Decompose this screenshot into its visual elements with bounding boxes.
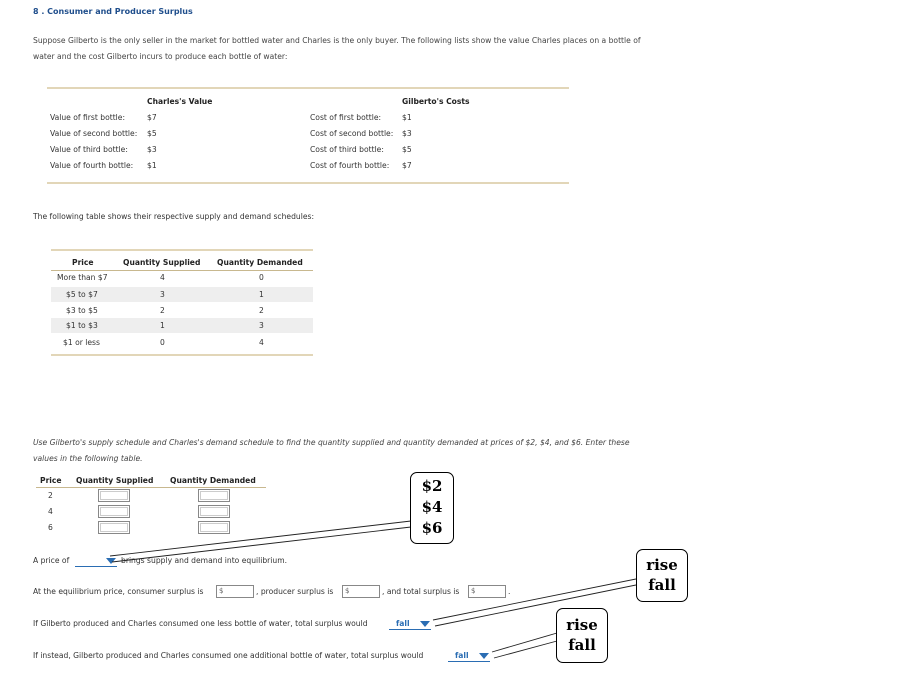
charles-value-header: Charles's Value [147,97,213,106]
entry-header-demanded: Quantity Demanded [170,476,256,485]
schedule-supplied-2: 3 [160,290,165,299]
entry-price-2: 2 [48,491,53,500]
q-less-text: If Gilberto produced and Charles consumed one less bottle of water, total surplus would [33,619,368,628]
producer-surplus-input[interactable]: $ [342,585,380,598]
schedule-supplied-4: 1 [160,321,165,330]
surplus-text-4: . [508,587,511,596]
surplus-text-2: , producer surplus is [256,587,334,596]
surplus-options-callout-a [636,549,688,602]
schedule-price-2: $5 to $7 [66,290,98,299]
gilberto-label-2: Cost of second bottle: [310,129,394,138]
question-title: 8 . Consumer and Producer Surplus [33,7,193,16]
charles-label-3: Value of third bottle: [50,145,128,154]
callout-a-fall: fall [648,576,676,594]
equilibrium-suffix: brings supply and demand into equilibrium. [121,556,288,565]
gilberto-value-4: $7 [402,161,412,170]
gilberto-label-1: Cost of first bottle: [310,113,382,122]
surplus-text-1: At the equilibrium price, consumer surplus is [33,587,204,596]
annotation-line-more-b [494,641,557,658]
callout-b-fall: fall [568,636,596,654]
schedule-demanded-3: 2 [259,306,264,315]
price-options-callout [410,472,454,544]
schedule-demanded-1: 0 [259,273,264,282]
entry-price-4: 4 [48,507,53,516]
charles-label-4: Value of fourth bottle: [50,161,134,170]
schedule-supplied-5: 0 [160,338,165,347]
schedule-intro: The following table shows their respective supply and demand schedules: [33,212,315,221]
callout-a-rise: rise [646,556,678,574]
surplus-text-3: , and total surplus is [382,587,460,596]
q-more-text: If instead, Gilberto produced and Charles consumed one additional bottle of water, total surplus would [33,651,424,660]
charles-value-3: $3 [147,145,157,154]
gilberto-label-3: Cost of third bottle: [310,145,384,154]
schedule-demanded-4: 3 [259,321,264,330]
charles-value-4: $1 [147,161,157,170]
gilberto-value-3: $5 [402,145,412,154]
schedule-header-demanded: Quantity Demanded [217,258,303,267]
equilibrium-prefix: A price of [33,556,70,565]
gilberto-label-4: Cost of fourth bottle: [310,161,390,170]
callout-price-2: $2 [421,477,443,495]
schedule-supplied-3: 2 [160,306,165,315]
surplus-options-callout-b [556,608,608,663]
entry-header-supplied: Quantity Supplied [76,476,154,485]
entry-header-price: Price [40,476,62,485]
entry-price-6: 6 [48,523,53,532]
schedule-header-supplied: Quantity Supplied [123,258,201,267]
schedule-demanded-5: 4 [259,338,264,347]
schedule-header-price: Price [72,258,94,267]
instruction-text: Use Gilberto's supply schedule and Charles's demand schedule to find the quantity supplied and quantity demanded at prices of $2, $4, and $6. Enter these values in the following table. [33,438,630,463]
gilberto-value-2: $3 [402,129,412,138]
charles-label-1: Value of first bottle: [50,113,126,122]
consumer-surplus-input[interactable]: $ [216,585,254,598]
schedule-price-5: $1 or less [63,338,100,347]
callout-b-rise: rise [566,616,598,634]
schedule-demanded-2: 1 [259,290,264,299]
total-surplus-input[interactable]: $ [468,585,506,598]
charles-value-2: $5 [147,129,157,138]
gilberto-costs-header: Gilberto's Costs [402,97,470,106]
callout-price-6: $6 [421,519,443,537]
schedule-price-3: $3 to $5 [66,306,98,315]
charles-value-1: $7 [147,113,157,122]
schedule-price-1: More than $7 [57,273,108,282]
annotation-line-more-a [492,633,557,652]
schedule-supplied-1: 4 [160,273,165,282]
annotation-line-price-a [110,521,411,556]
q-less-selected: fall [396,619,410,628]
annotation-line-price-b [112,527,411,562]
charles-label-2: Value of second bottle: [50,129,138,138]
intro-paragraph: Suppose Gilberto is the only seller in the market for bottled water and Charles is the only buyer. The following lists show the value Charles places on a bottle of water and the cost Gilberto incurs to produce each bottle of water: [33,36,641,61]
gilberto-value-1: $1 [402,113,412,122]
schedule-price-4: $1 to $3 [66,321,98,330]
callout-price-4: $4 [421,498,443,516]
q-more-selected: fall [455,651,469,660]
